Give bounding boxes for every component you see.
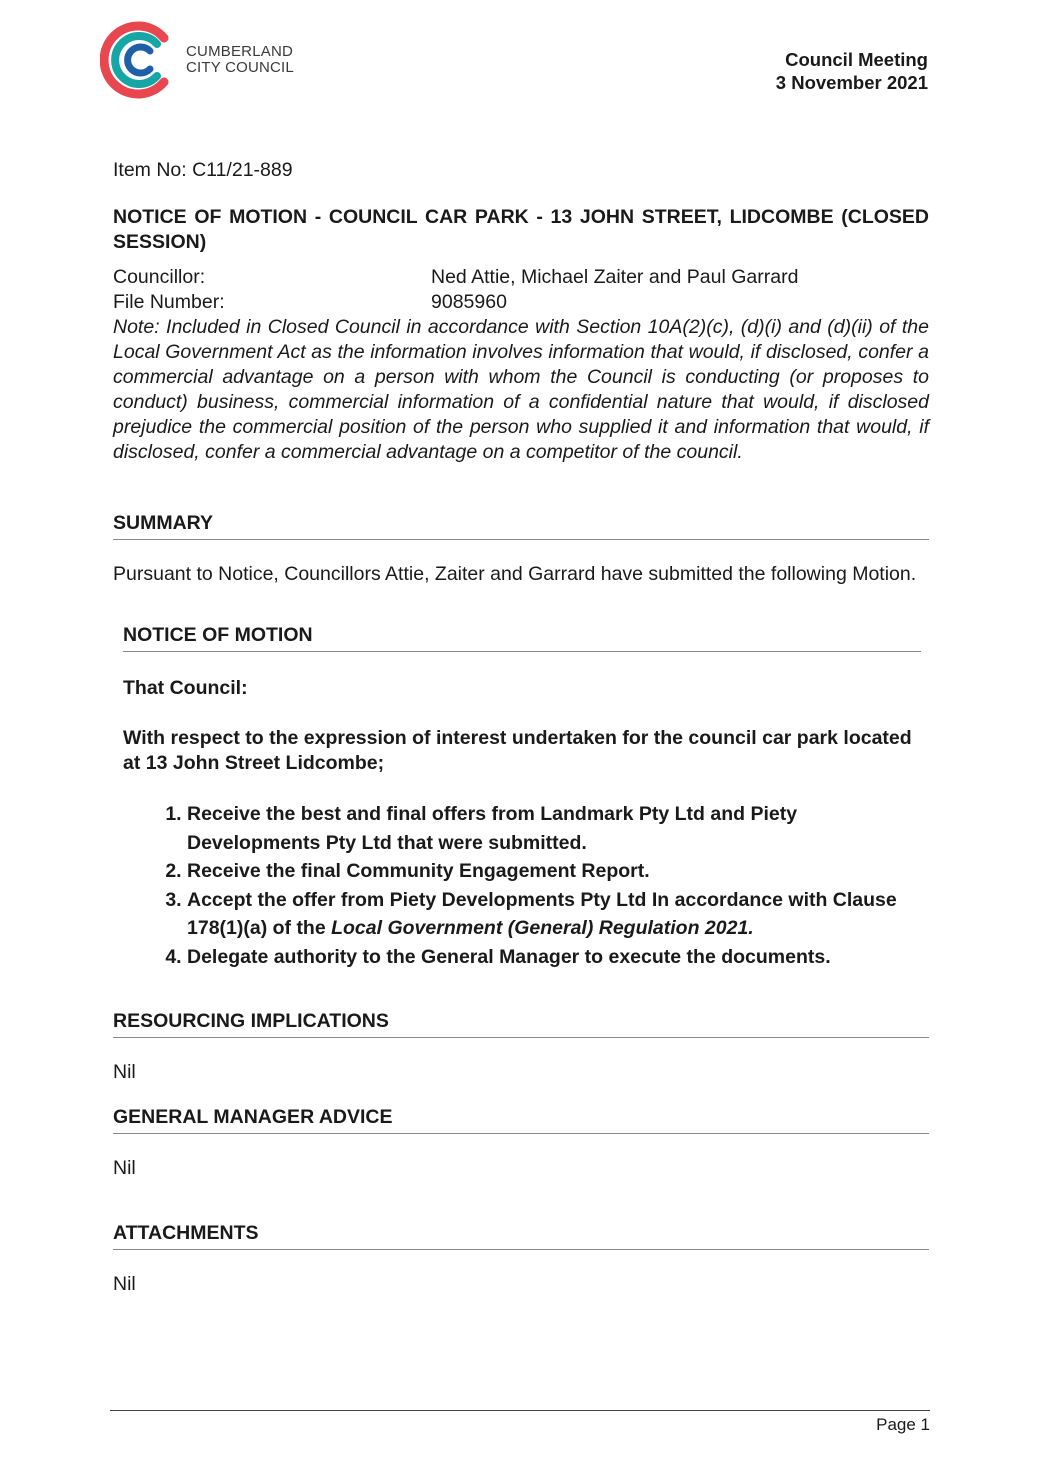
attachments-text: Nil <box>113 1273 136 1295</box>
councillor-value: Ned Attie, Michael Zaiter and Paul Garrard <box>431 266 799 288</box>
file-number-label: File Number: <box>113 291 225 313</box>
logo-wordmark <box>186 44 294 76</box>
logo-line-1: CUMBERLAND <box>186 43 294 60</box>
motion-item-3 <box>187 886 921 943</box>
resourcing-text: Nil <box>113 1061 136 1083</box>
item-number: Item No: C11/21-889 <box>113 159 293 181</box>
summary-text: Pursuant to Notice, Councillors Attie, Zaiter and Garrard have submitted the following Motion. <box>113 563 917 585</box>
summary-heading: SUMMARY <box>113 511 929 540</box>
motion-heading: NOTICE OF MOTION <box>123 623 921 652</box>
meeting-title: Council Meeting <box>785 49 928 70</box>
council-logo-icon <box>100 20 180 100</box>
meeting-date: 3 November 2021 <box>775 72 928 93</box>
motion-intro: With respect to the expression of interest undertaken for the council car park located at 13 John Street Lidcombe; <box>123 727 912 774</box>
resourcing-heading: RESOURCING IMPLICATIONS <box>113 1009 929 1038</box>
page-number: Page 1 <box>876 1415 930 1434</box>
council-logo <box>100 18 300 102</box>
document-body <box>113 158 929 1297</box>
motion-item-4: 4. Delegate authority to the General Manager to execute the documents. <box>187 943 921 972</box>
closed-session-note: Note: Included in Closed Council in accordance with Section 10A(2)(c), (d)(i) and (d)(ii) of the Local Government Act as the information involves information that would, if disclosed, confer a commercial advantage on a person with whom the Council is conducting (or proposes to conduct) business, commercial information of a confidential nature that would, if disclosed prejudice the commercial position of the person who supplied it and information that would, if disclosed, confer a commercial advantage on a competitor of the council. <box>113 316 929 463</box>
document-title: NOTICE OF MOTION - COUNCIL CAR PARK - 13 JOHN STREET, LIDCOMBE (CLOSED SESSION) <box>113 206 929 253</box>
file-number-value: 9085960 <box>431 291 507 313</box>
logo-line-2: CITY COUNCIL <box>186 59 294 76</box>
regulation-title: Local Government (General) Regulation 2021. <box>331 917 754 939</box>
gm-advice-heading: GENERAL MANAGER ADVICE <box>113 1105 929 1134</box>
motion-list <box>123 800 921 971</box>
notice-of-motion-section <box>123 623 921 971</box>
gm-advice-text: Nil <box>113 1157 136 1179</box>
page-footer <box>110 1410 930 1434</box>
file-number-row <box>113 290 929 315</box>
attachments-heading: ATTACHMENTS <box>113 1221 929 1250</box>
motion-item-3-text: Accept the offer from Piety Developments Pty Ltd In accordance with Clause 178(1)(a) of the <box>187 888 897 939</box>
councillor-label: Councillor: <box>113 266 206 288</box>
motion-item-1: 1. Receive the best and final offers from Landmark Pty Ltd and Piety Developments Pty Ltd that were submitted. <box>187 800 921 857</box>
councillor-row <box>113 265 929 290</box>
motion-item-2: 2. Receive the final Community Engagement Report. <box>187 857 921 886</box>
motion-lead: That Council: <box>123 677 248 699</box>
meeting-info <box>776 48 928 94</box>
